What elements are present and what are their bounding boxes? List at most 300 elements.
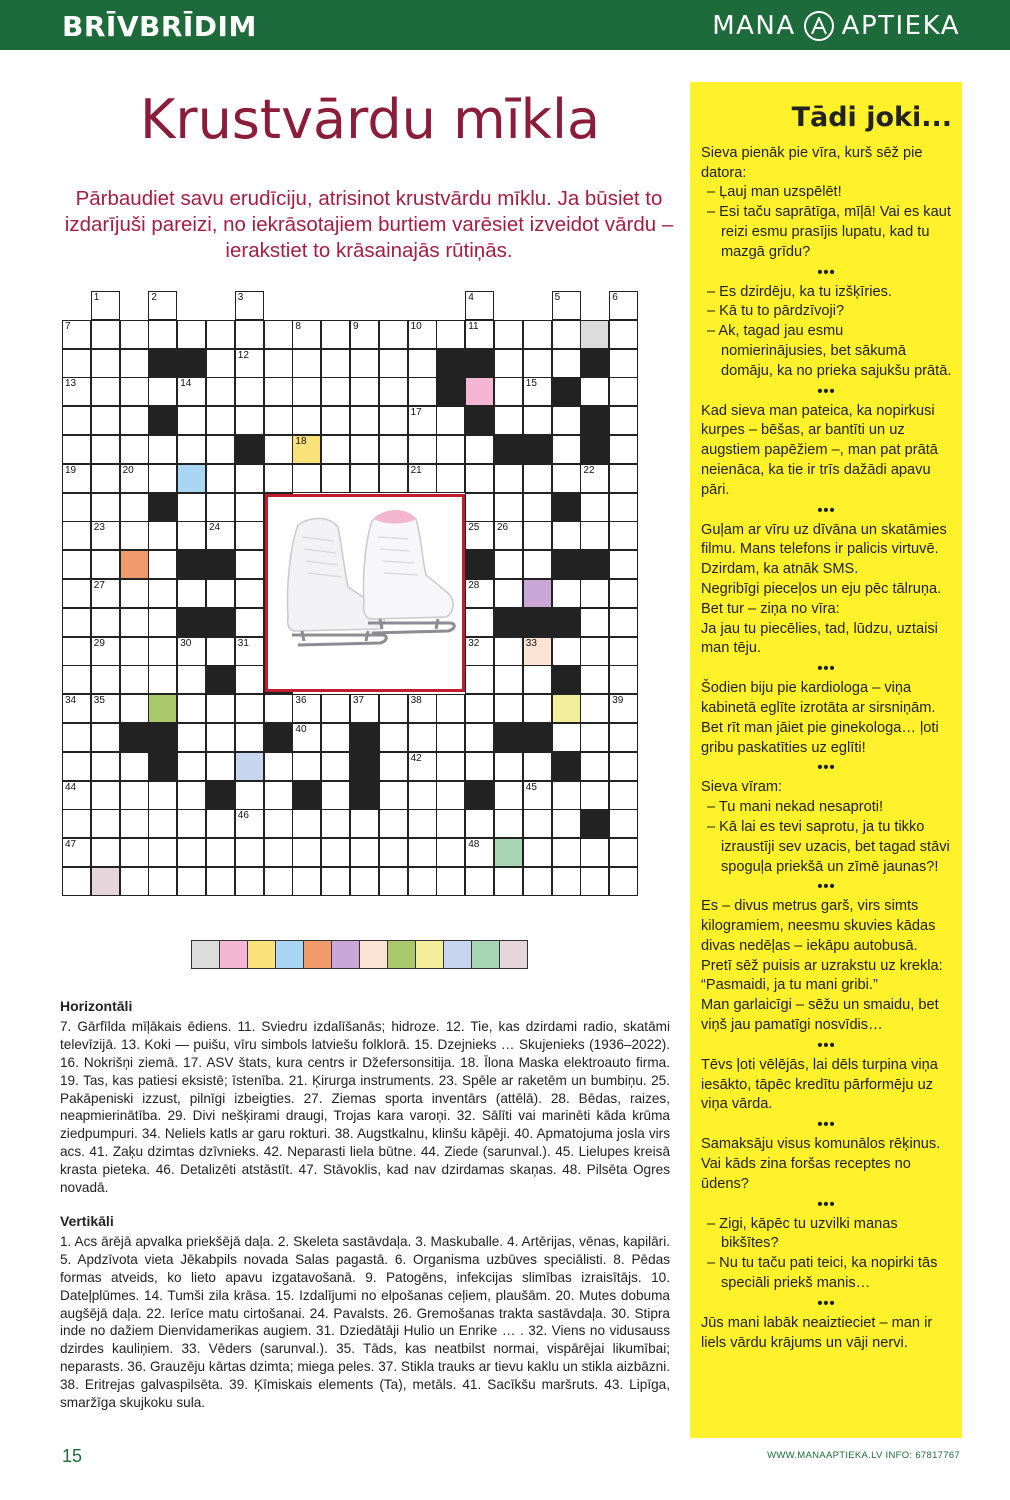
grid-cell[interactable] bbox=[523, 550, 552, 579]
brand[interactable] bbox=[712, 11, 960, 41]
grid-cell[interactable] bbox=[235, 349, 264, 378]
grid-cell[interactable] bbox=[91, 406, 120, 435]
grid-cell[interactable] bbox=[436, 781, 465, 810]
grid-cell[interactable] bbox=[91, 867, 120, 896]
grid-cell[interactable] bbox=[523, 752, 552, 781]
grid-cell[interactable] bbox=[465, 377, 494, 406]
grid-cell[interactable] bbox=[91, 809, 120, 838]
grid-cell[interactable] bbox=[91, 291, 120, 320]
grid-cell[interactable] bbox=[321, 838, 350, 867]
answer-cell[interactable] bbox=[499, 940, 528, 969]
grid-cell[interactable] bbox=[321, 349, 350, 378]
grid-cell[interactable] bbox=[379, 809, 408, 838]
grid-cell[interactable] bbox=[62, 723, 91, 752]
grid-cell[interactable] bbox=[523, 406, 552, 435]
grid-cell[interactable] bbox=[350, 406, 379, 435]
grid-cell[interactable] bbox=[580, 521, 609, 550]
grid-cell[interactable] bbox=[552, 435, 581, 464]
grid-cell[interactable] bbox=[120, 752, 149, 781]
grid-cell[interactable] bbox=[465, 665, 494, 694]
grid-cell[interactable] bbox=[523, 349, 552, 378]
grid-cell[interactable] bbox=[321, 464, 350, 493]
grid-cell[interactable] bbox=[120, 838, 149, 867]
grid-cell[interactable] bbox=[465, 694, 494, 723]
grid-cell[interactable] bbox=[552, 406, 581, 435]
grid-cell[interactable] bbox=[580, 377, 609, 406]
grid-cell[interactable] bbox=[436, 320, 465, 349]
grid-cell[interactable] bbox=[177, 521, 206, 550]
grid-cell[interactable] bbox=[62, 665, 91, 694]
grid-cell[interactable] bbox=[91, 781, 120, 810]
grid-cell[interactable] bbox=[523, 521, 552, 550]
grid-cell[interactable] bbox=[62, 752, 91, 781]
grid-cell[interactable] bbox=[609, 493, 638, 522]
grid-cell[interactable] bbox=[148, 694, 177, 723]
grid-cell[interactable] bbox=[148, 665, 177, 694]
grid-cell[interactable] bbox=[552, 867, 581, 896]
grid-cell[interactable] bbox=[177, 637, 206, 666]
grid-cell[interactable] bbox=[408, 809, 437, 838]
grid-cell[interactable] bbox=[436, 809, 465, 838]
grid-cell[interactable] bbox=[609, 867, 638, 896]
grid-cell[interactable] bbox=[609, 723, 638, 752]
grid-cell[interactable] bbox=[609, 349, 638, 378]
grid-cell[interactable] bbox=[523, 867, 552, 896]
grid-cell[interactable] bbox=[609, 521, 638, 550]
grid-cell[interactable] bbox=[552, 579, 581, 608]
grid-cell[interactable] bbox=[120, 464, 149, 493]
grid-cell[interactable] bbox=[235, 781, 264, 810]
grid-cell[interactable] bbox=[379, 320, 408, 349]
grid-cell[interactable] bbox=[120, 694, 149, 723]
grid-cell[interactable] bbox=[494, 665, 523, 694]
grid-cell[interactable] bbox=[523, 694, 552, 723]
grid-cell[interactable] bbox=[62, 464, 91, 493]
grid-cell[interactable] bbox=[264, 406, 293, 435]
grid-cell[interactable] bbox=[609, 435, 638, 464]
grid-cell[interactable] bbox=[148, 291, 177, 320]
grid-cell[interactable] bbox=[292, 349, 321, 378]
grid-cell[interactable] bbox=[264, 809, 293, 838]
grid-cell[interactable] bbox=[235, 637, 264, 666]
grid-cell[interactable] bbox=[62, 637, 91, 666]
grid-cell[interactable] bbox=[408, 406, 437, 435]
grid-cell[interactable] bbox=[148, 521, 177, 550]
grid-cell[interactable] bbox=[408, 435, 437, 464]
answer-cell[interactable] bbox=[415, 940, 444, 969]
grid-cell[interactable] bbox=[148, 320, 177, 349]
grid-cell[interactable] bbox=[292, 464, 321, 493]
grid-cell[interactable] bbox=[177, 406, 206, 435]
grid-cell[interactable] bbox=[264, 752, 293, 781]
grid-cell[interactable] bbox=[120, 579, 149, 608]
grid-cell[interactable] bbox=[523, 464, 552, 493]
grid-cell[interactable] bbox=[62, 608, 91, 637]
grid-cell[interactable] bbox=[62, 320, 91, 349]
grid-cell[interactable] bbox=[62, 694, 91, 723]
grid-cell[interactable] bbox=[350, 809, 379, 838]
grid-cell[interactable] bbox=[62, 550, 91, 579]
grid-cell[interactable] bbox=[523, 320, 552, 349]
grid-cell[interactable] bbox=[321, 435, 350, 464]
grid-cell[interactable] bbox=[120, 867, 149, 896]
grid-cell[interactable] bbox=[436, 867, 465, 896]
answer-cell[interactable] bbox=[471, 940, 500, 969]
grid-cell[interactable] bbox=[62, 377, 91, 406]
grid-cell[interactable] bbox=[494, 521, 523, 550]
grid-cell[interactable] bbox=[206, 435, 235, 464]
grid-cell[interactable] bbox=[609, 694, 638, 723]
grid-cell[interactable] bbox=[321, 781, 350, 810]
grid-cell[interactable] bbox=[465, 493, 494, 522]
grid-cell[interactable] bbox=[91, 349, 120, 378]
grid-cell[interactable] bbox=[91, 637, 120, 666]
answer-cell[interactable] bbox=[247, 940, 276, 969]
grid-cell[interactable] bbox=[148, 608, 177, 637]
grid-cell[interactable] bbox=[465, 809, 494, 838]
grid-cell[interactable] bbox=[580, 838, 609, 867]
grid-cell[interactable] bbox=[465, 464, 494, 493]
grid-cell[interactable] bbox=[379, 723, 408, 752]
grid-cell[interactable] bbox=[523, 637, 552, 666]
grid-cell[interactable] bbox=[552, 809, 581, 838]
grid-cell[interactable] bbox=[465, 867, 494, 896]
grid-cell[interactable] bbox=[379, 377, 408, 406]
grid-cell[interactable] bbox=[350, 435, 379, 464]
grid-cell[interactable] bbox=[350, 694, 379, 723]
grid-cell[interactable] bbox=[206, 838, 235, 867]
grid-cell[interactable] bbox=[91, 723, 120, 752]
grid-cell[interactable] bbox=[379, 349, 408, 378]
grid-cell[interactable] bbox=[120, 349, 149, 378]
grid-cell[interactable] bbox=[408, 723, 437, 752]
answer-cell[interactable] bbox=[331, 940, 360, 969]
grid-cell[interactable] bbox=[379, 752, 408, 781]
grid-cell[interactable] bbox=[206, 867, 235, 896]
grid-cell[interactable] bbox=[264, 464, 293, 493]
grid-cell[interactable] bbox=[408, 377, 437, 406]
grid-cell[interactable] bbox=[436, 838, 465, 867]
grid-cell[interactable] bbox=[120, 781, 149, 810]
grid-cell[interactable] bbox=[379, 867, 408, 896]
grid-cell[interactable] bbox=[408, 349, 437, 378]
grid-cell[interactable] bbox=[580, 320, 609, 349]
grid-cell[interactable] bbox=[148, 464, 177, 493]
grid-cell[interactable] bbox=[350, 464, 379, 493]
grid-cell[interactable] bbox=[62, 435, 91, 464]
grid-cell[interactable] bbox=[321, 320, 350, 349]
grid-cell[interactable] bbox=[494, 694, 523, 723]
grid-cell[interactable] bbox=[206, 521, 235, 550]
answer-cell[interactable] bbox=[191, 940, 220, 969]
grid-cell[interactable] bbox=[350, 349, 379, 378]
grid-cell[interactable] bbox=[235, 579, 264, 608]
answer-cell[interactable] bbox=[303, 940, 332, 969]
grid-cell[interactable] bbox=[465, 838, 494, 867]
grid-cell[interactable] bbox=[235, 694, 264, 723]
grid-cell[interactable] bbox=[120, 377, 149, 406]
grid-cell[interactable] bbox=[206, 493, 235, 522]
grid-cell[interactable] bbox=[62, 406, 91, 435]
grid-cell[interactable] bbox=[552, 723, 581, 752]
grid-cell[interactable] bbox=[580, 493, 609, 522]
grid-cell[interactable] bbox=[552, 464, 581, 493]
grid-cell[interactable] bbox=[436, 694, 465, 723]
grid-cell[interactable] bbox=[177, 665, 206, 694]
grid-cell[interactable] bbox=[264, 781, 293, 810]
grid-cell[interactable] bbox=[436, 752, 465, 781]
grid-cell[interactable] bbox=[264, 435, 293, 464]
grid-cell[interactable] bbox=[408, 752, 437, 781]
grid-cell[interactable] bbox=[465, 723, 494, 752]
grid-cell[interactable] bbox=[62, 493, 91, 522]
grid-cell[interactable] bbox=[379, 694, 408, 723]
grid-cell[interactable] bbox=[350, 377, 379, 406]
grid-cell[interactable] bbox=[264, 377, 293, 406]
grid-cell[interactable] bbox=[177, 838, 206, 867]
grid-cell[interactable] bbox=[264, 694, 293, 723]
grid-cell[interactable] bbox=[321, 809, 350, 838]
grid-cell[interactable] bbox=[580, 781, 609, 810]
grid-cell[interactable] bbox=[494, 809, 523, 838]
grid-cell[interactable] bbox=[62, 349, 91, 378]
grid-cell[interactable] bbox=[494, 406, 523, 435]
grid-cell[interactable] bbox=[120, 493, 149, 522]
grid-cell[interactable] bbox=[321, 723, 350, 752]
grid-cell[interactable] bbox=[494, 781, 523, 810]
grid-cell[interactable] bbox=[120, 521, 149, 550]
grid-cell[interactable] bbox=[206, 464, 235, 493]
grid-cell[interactable] bbox=[91, 550, 120, 579]
grid-cell[interactable] bbox=[177, 723, 206, 752]
grid-cell[interactable] bbox=[62, 521, 91, 550]
grid-cell[interactable] bbox=[91, 493, 120, 522]
grid-cell[interactable] bbox=[292, 406, 321, 435]
grid-cell[interactable] bbox=[235, 291, 264, 320]
grid-cell[interactable] bbox=[206, 579, 235, 608]
grid-cell[interactable] bbox=[609, 464, 638, 493]
grid-cell[interactable] bbox=[177, 694, 206, 723]
grid-cell[interactable] bbox=[148, 579, 177, 608]
grid-cell[interactable] bbox=[120, 320, 149, 349]
grid-cell[interactable] bbox=[264, 320, 293, 349]
grid-cell[interactable] bbox=[609, 320, 638, 349]
grid-cell[interactable] bbox=[523, 809, 552, 838]
grid-cell[interactable] bbox=[206, 752, 235, 781]
grid-cell[interactable] bbox=[235, 867, 264, 896]
grid-cell[interactable] bbox=[465, 435, 494, 464]
grid-cell[interactable] bbox=[91, 435, 120, 464]
answer-cell[interactable] bbox=[359, 940, 388, 969]
grid-cell[interactable] bbox=[494, 579, 523, 608]
grid-cell[interactable] bbox=[379, 435, 408, 464]
grid-cell[interactable] bbox=[408, 781, 437, 810]
grid-cell[interactable] bbox=[408, 464, 437, 493]
grid-cell[interactable] bbox=[408, 694, 437, 723]
grid-cell[interactable] bbox=[292, 694, 321, 723]
grid-cell[interactable] bbox=[494, 867, 523, 896]
grid-cell[interactable] bbox=[235, 320, 264, 349]
grid-cell[interactable] bbox=[580, 464, 609, 493]
grid-cell[interactable] bbox=[436, 464, 465, 493]
grid-cell[interactable] bbox=[177, 435, 206, 464]
grid-cell[interactable] bbox=[177, 493, 206, 522]
grid-cell[interactable] bbox=[552, 637, 581, 666]
grid-cell[interactable] bbox=[91, 464, 120, 493]
grid-cell[interactable] bbox=[235, 723, 264, 752]
grid-cell[interactable] bbox=[350, 320, 379, 349]
grid-cell[interactable] bbox=[62, 579, 91, 608]
grid-cell[interactable] bbox=[465, 579, 494, 608]
grid-cell[interactable] bbox=[292, 320, 321, 349]
grid-cell[interactable] bbox=[379, 781, 408, 810]
grid-cell[interactable] bbox=[148, 637, 177, 666]
grid-cell[interactable] bbox=[609, 377, 638, 406]
grid-cell[interactable] bbox=[235, 406, 264, 435]
grid-cell[interactable] bbox=[494, 550, 523, 579]
grid-cell[interactable] bbox=[580, 608, 609, 637]
grid-cell[interactable] bbox=[91, 608, 120, 637]
grid-cell[interactable] bbox=[609, 608, 638, 637]
grid-cell[interactable] bbox=[91, 665, 120, 694]
grid-cell[interactable] bbox=[408, 867, 437, 896]
grid-cell[interactable] bbox=[148, 550, 177, 579]
grid-cell[interactable] bbox=[580, 752, 609, 781]
grid-cell[interactable] bbox=[120, 637, 149, 666]
grid-cell[interactable] bbox=[120, 809, 149, 838]
grid-cell[interactable] bbox=[552, 320, 581, 349]
grid-cell[interactable] bbox=[177, 579, 206, 608]
grid-cell[interactable] bbox=[206, 377, 235, 406]
grid-cell[interactable] bbox=[120, 550, 149, 579]
grid-cell[interactable] bbox=[62, 781, 91, 810]
grid-cell[interactable] bbox=[235, 464, 264, 493]
grid-cell[interactable] bbox=[120, 608, 149, 637]
grid-cell[interactable] bbox=[148, 781, 177, 810]
grid-cell[interactable] bbox=[177, 781, 206, 810]
grid-cell[interactable] bbox=[609, 406, 638, 435]
grid-cell[interactable] bbox=[321, 377, 350, 406]
answer-cell[interactable] bbox=[387, 940, 416, 969]
grid-cell[interactable] bbox=[523, 493, 552, 522]
grid-cell[interactable] bbox=[206, 809, 235, 838]
grid-cell[interactable] bbox=[494, 349, 523, 378]
grid-cell[interactable] bbox=[580, 579, 609, 608]
grid-cell[interactable] bbox=[408, 838, 437, 867]
grid-cell[interactable] bbox=[523, 665, 552, 694]
grid-cell[interactable] bbox=[148, 867, 177, 896]
grid-cell[interactable] bbox=[206, 694, 235, 723]
grid-cell[interactable] bbox=[436, 435, 465, 464]
grid-cell[interactable] bbox=[177, 867, 206, 896]
grid-cell[interactable] bbox=[580, 723, 609, 752]
grid-cell[interactable] bbox=[465, 320, 494, 349]
grid-cell[interactable] bbox=[177, 464, 206, 493]
grid-cell[interactable] bbox=[609, 809, 638, 838]
grid-cell[interactable] bbox=[465, 291, 494, 320]
grid-cell[interactable] bbox=[120, 435, 149, 464]
grid-cell[interactable] bbox=[264, 867, 293, 896]
grid-cell[interactable] bbox=[494, 752, 523, 781]
grid-cell[interactable] bbox=[91, 694, 120, 723]
grid-cell[interactable] bbox=[91, 752, 120, 781]
grid-cell[interactable] bbox=[321, 406, 350, 435]
grid-cell[interactable] bbox=[91, 521, 120, 550]
grid-cell[interactable] bbox=[465, 521, 494, 550]
grid-cell[interactable] bbox=[465, 608, 494, 637]
grid-cell[interactable] bbox=[552, 291, 581, 320]
footer-url[interactable]: WWW.MANAAPTIEKA.LV INFO: 67817767 bbox=[767, 1450, 960, 1461]
grid-cell[interactable] bbox=[609, 781, 638, 810]
grid-cell[interactable] bbox=[379, 406, 408, 435]
grid-cell[interactable] bbox=[148, 838, 177, 867]
grid-cell[interactable] bbox=[148, 377, 177, 406]
answer-cell[interactable] bbox=[443, 940, 472, 969]
grid-cell[interactable] bbox=[494, 493, 523, 522]
grid-cell[interactable] bbox=[609, 637, 638, 666]
grid-cell[interactable] bbox=[494, 838, 523, 867]
grid-cell[interactable] bbox=[177, 377, 206, 406]
grid-cell[interactable] bbox=[494, 320, 523, 349]
grid-cell[interactable] bbox=[350, 867, 379, 896]
grid-cell[interactable] bbox=[264, 349, 293, 378]
grid-cell[interactable] bbox=[552, 349, 581, 378]
grid-cell[interactable] bbox=[408, 320, 437, 349]
grid-cell[interactable] bbox=[206, 406, 235, 435]
grid-cell[interactable] bbox=[321, 694, 350, 723]
grid-cell[interactable] bbox=[235, 493, 264, 522]
grid-cell[interactable] bbox=[523, 377, 552, 406]
grid-cell[interactable] bbox=[292, 867, 321, 896]
grid-cell[interactable] bbox=[292, 377, 321, 406]
grid-cell[interactable] bbox=[321, 867, 350, 896]
answer-cell[interactable] bbox=[219, 940, 248, 969]
grid-cell[interactable] bbox=[148, 809, 177, 838]
grid-cell[interactable] bbox=[62, 867, 91, 896]
grid-cell[interactable] bbox=[580, 637, 609, 666]
grid-cell[interactable] bbox=[292, 723, 321, 752]
grid-cell[interactable] bbox=[292, 838, 321, 867]
grid-cell[interactable] bbox=[552, 781, 581, 810]
grid-cell[interactable] bbox=[264, 838, 293, 867]
grid-cell[interactable] bbox=[465, 752, 494, 781]
grid-cell[interactable] bbox=[235, 809, 264, 838]
grid-cell[interactable] bbox=[206, 723, 235, 752]
grid-cell[interactable] bbox=[206, 320, 235, 349]
grid-cell[interactable] bbox=[552, 694, 581, 723]
grid-cell[interactable] bbox=[235, 608, 264, 637]
grid-cell[interactable] bbox=[350, 838, 379, 867]
grid-cell[interactable] bbox=[552, 838, 581, 867]
grid-cell[interactable] bbox=[609, 752, 638, 781]
grid-cell[interactable] bbox=[91, 320, 120, 349]
grid-cell[interactable] bbox=[292, 752, 321, 781]
grid-cell[interactable] bbox=[465, 637, 494, 666]
grid-cell[interactable] bbox=[206, 637, 235, 666]
grid-cell[interactable] bbox=[235, 838, 264, 867]
grid-cell[interactable] bbox=[206, 349, 235, 378]
grid-cell[interactable] bbox=[292, 435, 321, 464]
grid-cell[interactable] bbox=[494, 377, 523, 406]
grid-cell[interactable] bbox=[235, 377, 264, 406]
answer-cell[interactable] bbox=[275, 940, 304, 969]
grid-cell[interactable] bbox=[580, 665, 609, 694]
grid-cell[interactable] bbox=[91, 377, 120, 406]
grid-cell[interactable] bbox=[91, 838, 120, 867]
grid-cell[interactable] bbox=[177, 752, 206, 781]
grid-cell[interactable] bbox=[609, 838, 638, 867]
grid-cell[interactable] bbox=[609, 579, 638, 608]
